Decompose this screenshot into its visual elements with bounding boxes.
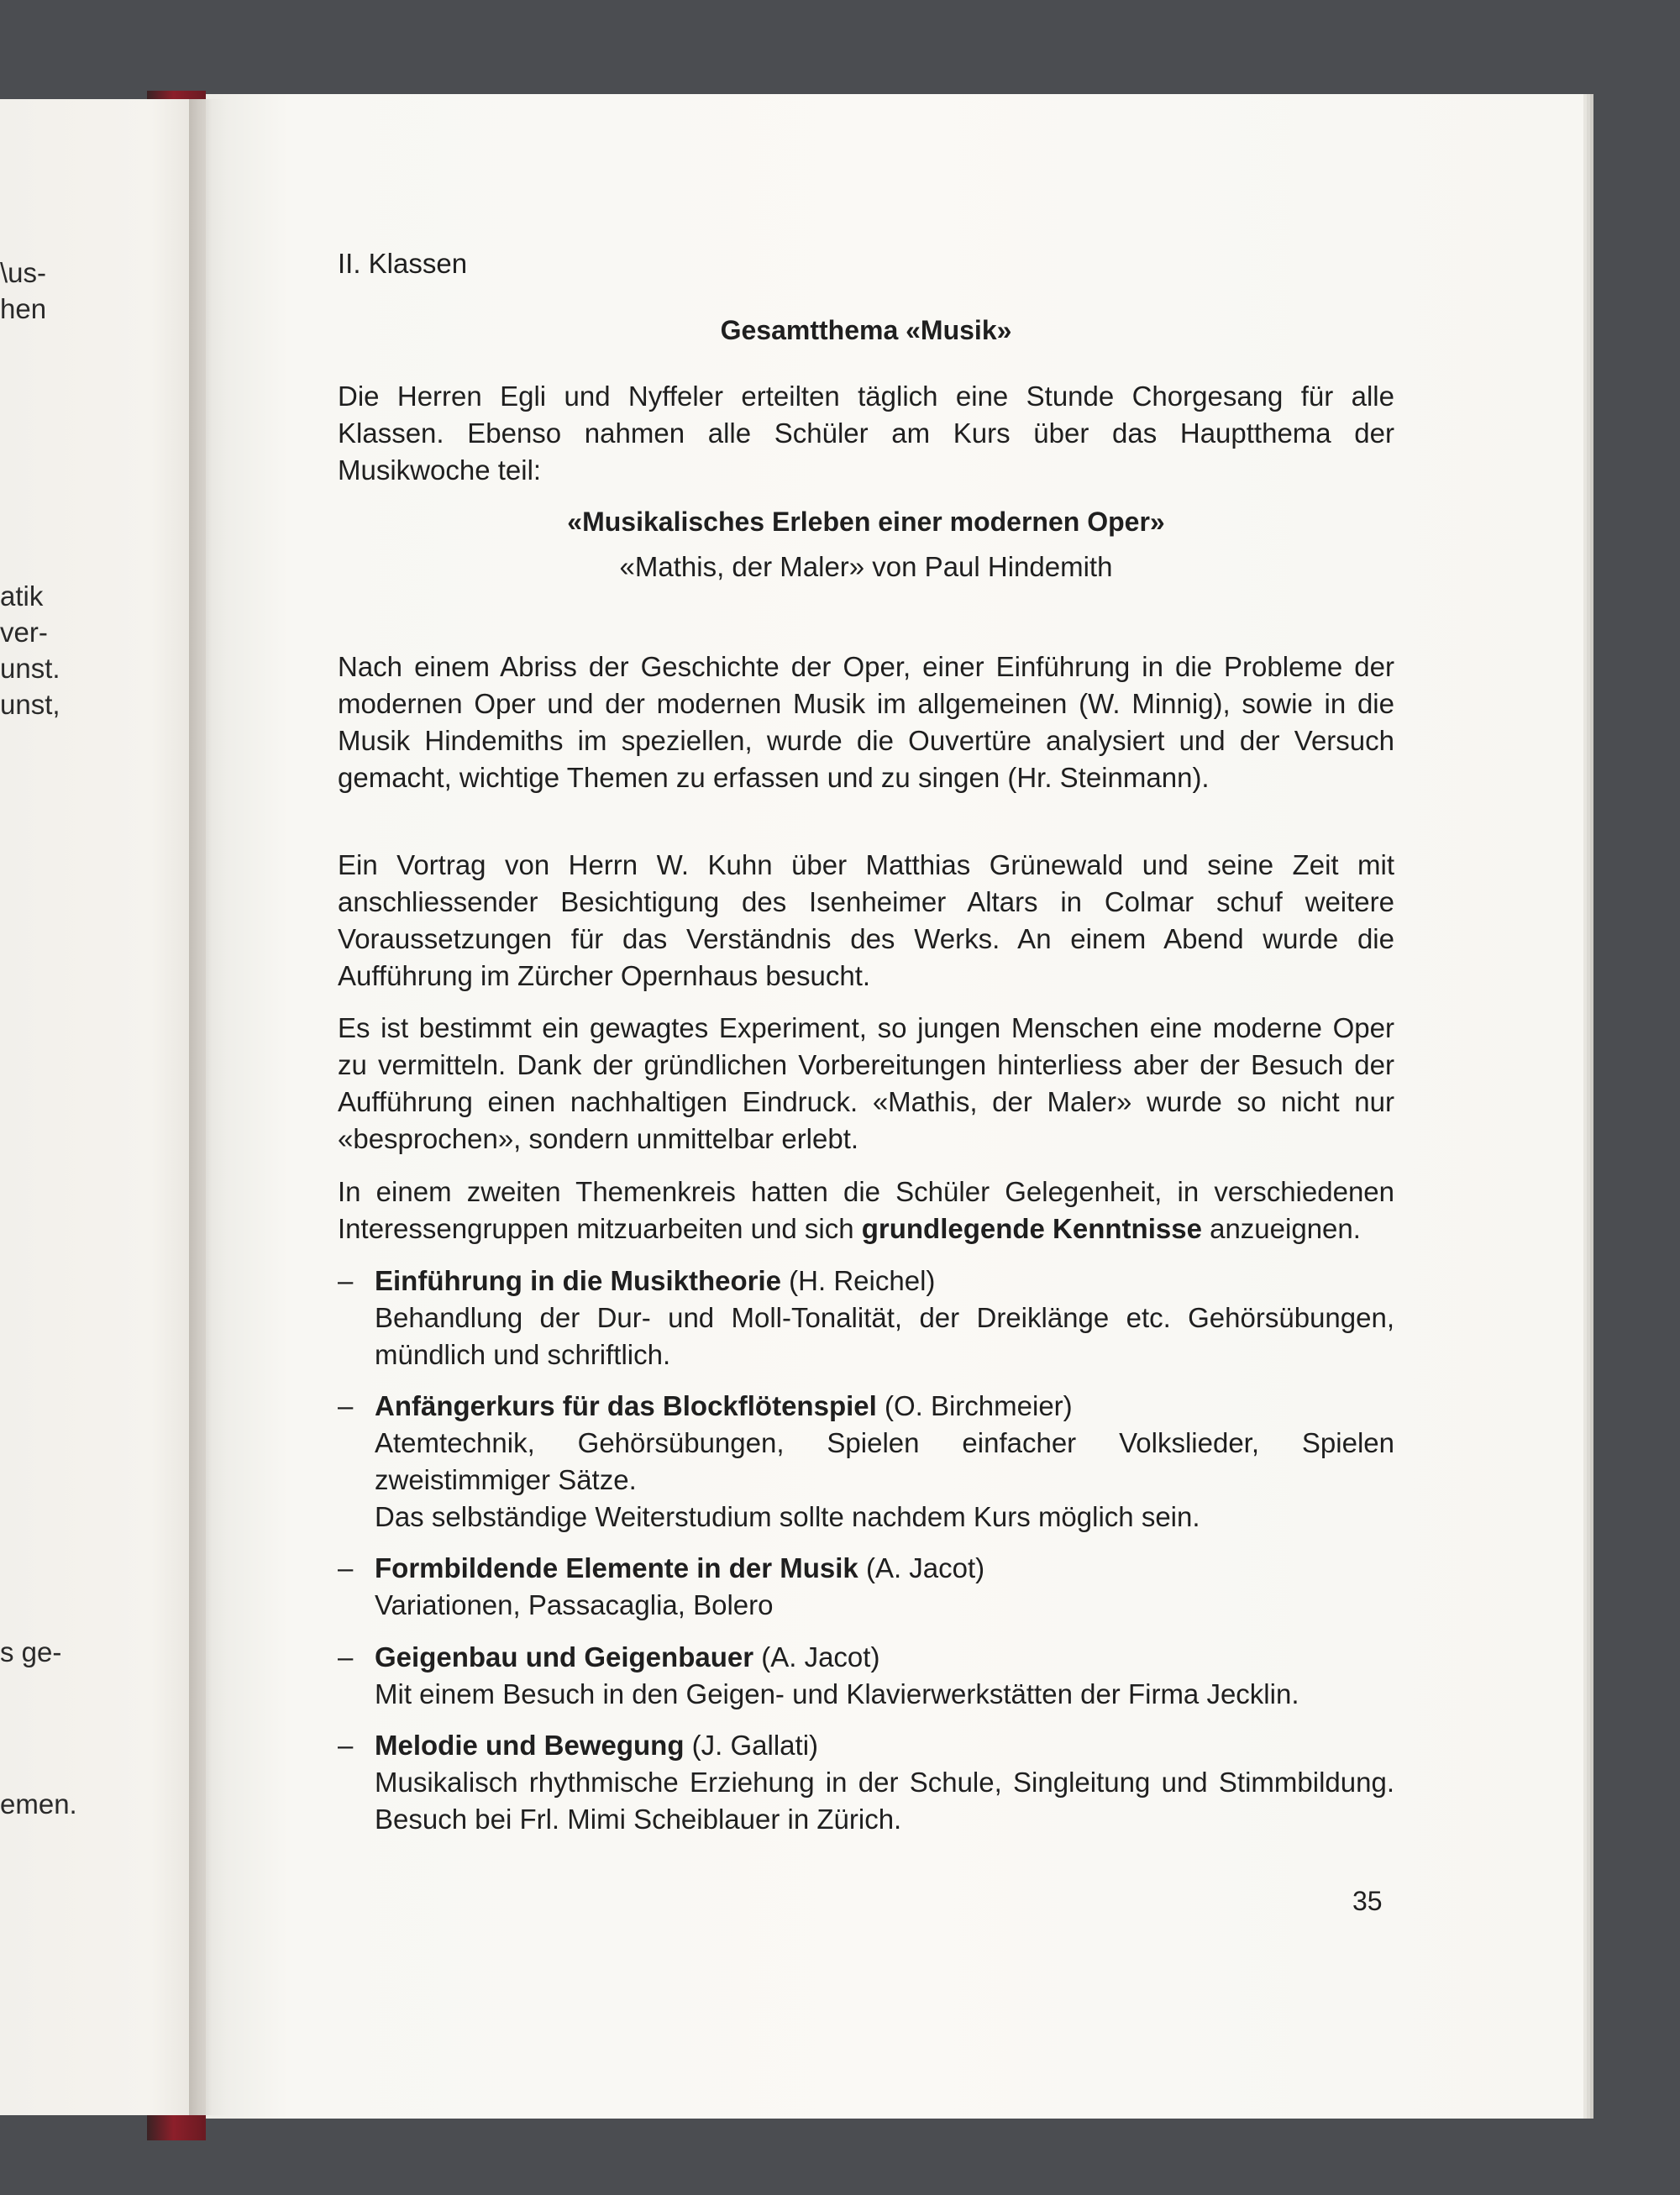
section-heading: II. Klassen bbox=[338, 248, 468, 279]
item-teacher: (A. Jacot) bbox=[858, 1552, 985, 1583]
left-fragment: unst, bbox=[0, 689, 60, 720]
list-item bbox=[338, 1263, 1394, 1373]
left-fragment: s ge- bbox=[0, 1636, 62, 1667]
item-teacher: (O. Birchmeier) bbox=[876, 1390, 1073, 1421]
paragraph-3: Es ist bestimmt ein gewagtes Experiment, so jungen Menschen eine moderne Oper zu vermitteln. Dank der gründlichen Vorbereitungen hinterliess aber der Besuch der Aufführung einen nachhaltigen Eindruck. «Mathis, der Maler» wurde so nicht nur «besprochen», sondern unmittelbar erlebt. bbox=[338, 1012, 1394, 1154]
left-fragment: atik bbox=[0, 580, 44, 612]
left-fragment: emen. bbox=[0, 1788, 77, 1820]
intro-paragraph: Die Herren Egli und Nyffeler erteilten täglich eine Stunde Chorgesang für alle Klassen. Ebenso nahmen alle Schüler am Kurs über das Hauptthema der Musikwoche teil: bbox=[338, 381, 1394, 486]
work-title: «Mathis, der Maler» von Paul Hindemith bbox=[619, 551, 1113, 582]
list-item bbox=[338, 1639, 1394, 1713]
item-title: Einführung in die Musiktheorie bbox=[375, 1265, 782, 1296]
dash-marker: – bbox=[338, 1390, 354, 1421]
list-item bbox=[338, 1550, 1394, 1624]
item-title: Anfängerkurs für das Blockflötenspiel bbox=[375, 1390, 877, 1421]
left-fragment: unst. bbox=[0, 653, 60, 684]
list-item bbox=[338, 1388, 1394, 1536]
left-fragment: \us- bbox=[0, 257, 47, 288]
paragraph-4 bbox=[338, 1174, 1394, 1247]
item-teacher: (J. Gallati) bbox=[684, 1730, 819, 1761]
item-desc: Atemtechnik, Gehörsübungen, Spielen einfacher Volkslieder, Spielen zweistimmiger Sätze. bbox=[375, 1427, 1394, 1495]
paragraph-4-end: anzueignen. bbox=[1201, 1213, 1361, 1244]
dash-marker: – bbox=[338, 1552, 354, 1583]
item-teacher: (A. Jacot) bbox=[753, 1641, 880, 1673]
item-desc: Musikalisch rhythmische Erziehung in der Schule, Singleitung und Stimmbildung. Besuch bei Frl. Mimi Scheiblauer in Zürich. bbox=[375, 1767, 1394, 1835]
item-desc-2: Das selbständige Weiterstudium sollte nachdem Kurs möglich sein. bbox=[375, 1501, 1200, 1532]
item-title: Geigenbau und Geigenbauer bbox=[375, 1641, 754, 1673]
item-title: Melodie und Bewegung bbox=[375, 1730, 685, 1761]
item-desc: Mit einem Besuch in den Geigen- und Klavierwerkstätten der Firma Jecklin. bbox=[375, 1678, 1299, 1709]
item-desc: Behandlung der Dur- und Moll-Tonalität, der Dreiklänge etc. Gehörsübungen, mündlich und schriftlich. bbox=[375, 1302, 1394, 1370]
left-page bbox=[0, 99, 217, 2115]
item-teacher: (H. Reichel) bbox=[781, 1265, 936, 1296]
page-title: Gesamtthema «Musik» bbox=[720, 315, 1012, 345]
paragraph-4-bold: grundlegende Kenntnisse bbox=[861, 1213, 1202, 1244]
list-item bbox=[338, 1727, 1394, 1838]
paragraph-1: Nach einem Abriss der Geschichte der Oper, einer Einführung in die Probleme der modernen Oper und der modernen Musik im allgemeinen (W. Minnig), sowie in die Musik Hindemiths im speziellen, wurde die Ouvertüre analysiert und der Versuch gemacht, wichtige Themen zu erfassen und zu singen (Hr. Steinmann). bbox=[338, 651, 1394, 793]
paragraph-2: Ein Vortrag von Herrn W. Kuhn über Matthias Grünewald und seine Zeit mit anschliessender Besichtigung des Isenheimer Altars in Colmar schuf weitere Voraussetzungen für das Verständnis des Werks. An einem Abend wurde die Aufführung im Zürcher Opernhaus besucht. bbox=[338, 849, 1394, 991]
main-topic: «Musikalisches Erleben einer modernen Oper» bbox=[567, 507, 1165, 537]
dash-marker: – bbox=[338, 1641, 354, 1673]
paragraph-4-text: In einem zweiten Themenkreis hatten die Schüler Gelegenheit, in verschiedenen Interessengruppen mitzuarbeiten und sich bbox=[338, 1176, 1394, 1244]
left-fragment: ver- bbox=[0, 617, 48, 648]
book-gutter bbox=[189, 99, 227, 2115]
page-number: 35 bbox=[1352, 1886, 1383, 1916]
dash-marker: – bbox=[338, 1265, 354, 1296]
left-fragment: hen bbox=[0, 293, 47, 324]
item-title: Formbildende Elemente in der Musik bbox=[375, 1552, 858, 1583]
item-desc: Variationen, Passacaglia, Bolero bbox=[375, 1589, 774, 1620]
dash-marker: – bbox=[338, 1730, 354, 1761]
